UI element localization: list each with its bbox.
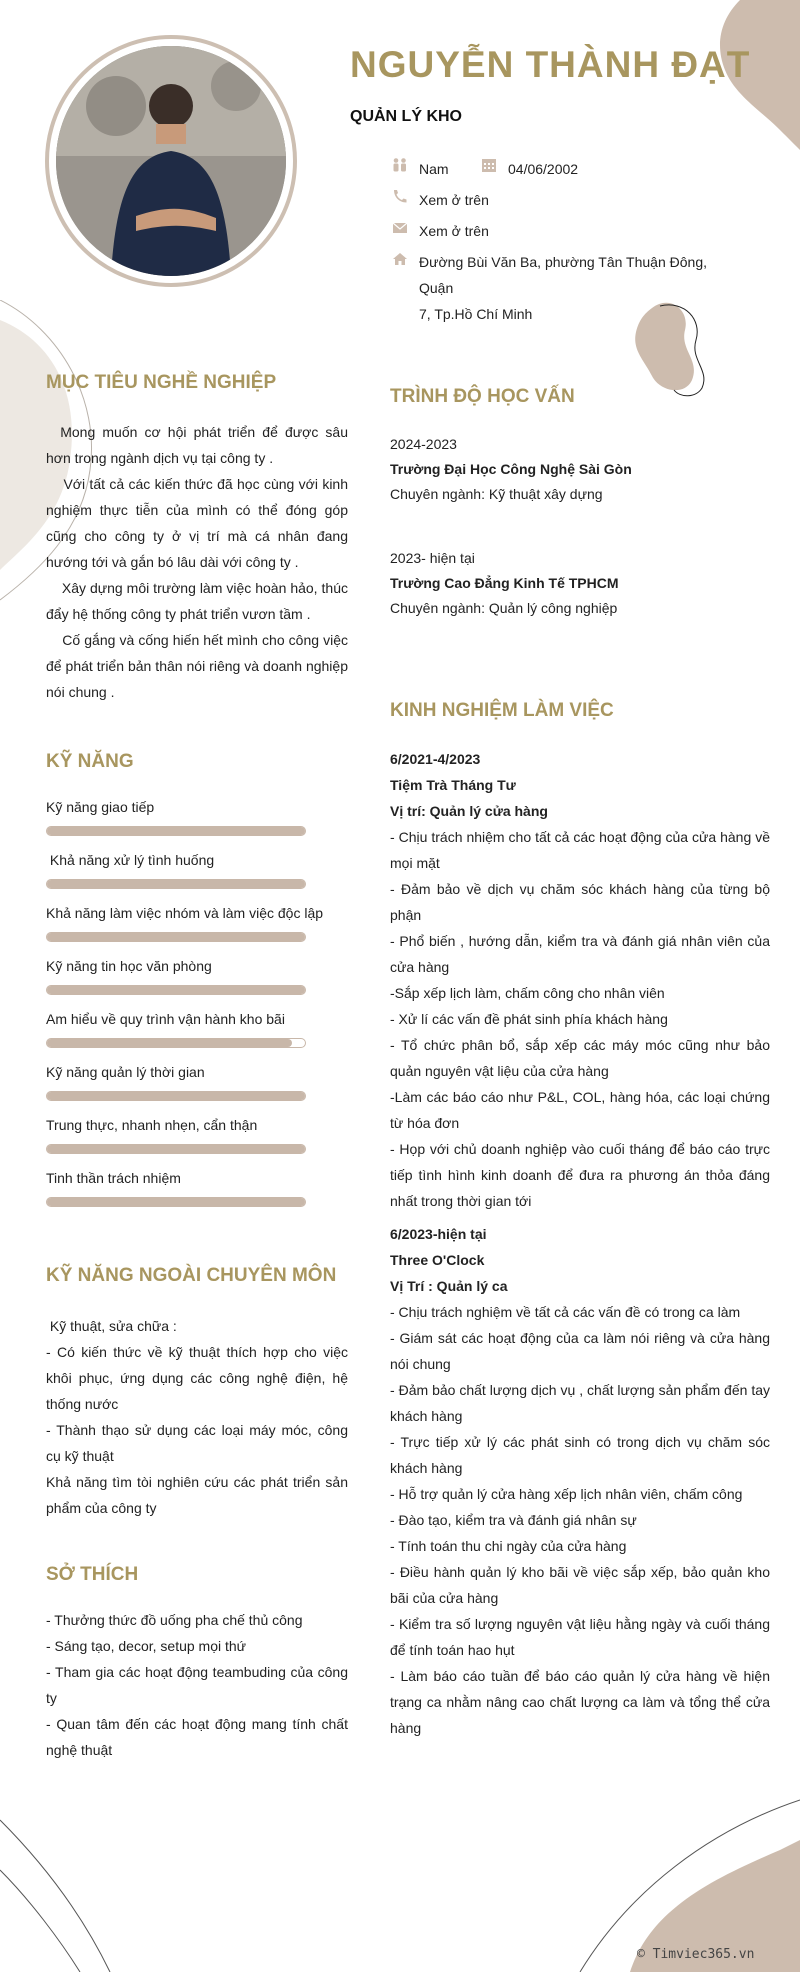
job-duty: - Tổ chức phân bổ, sắp xếp các máy móc cũng như bảo quản nguyên vật liệu của cửa hàng bbox=[390, 1037, 770, 1079]
skill-fill bbox=[47, 933, 305, 941]
skill-fill bbox=[47, 1092, 305, 1100]
job-duty: - Kiểm tra số lượng nguyên vật liệu hằng ngày và cuối tháng để tính toán hao hụt bbox=[390, 1616, 770, 1658]
skill-label: Tinh thần trách nhiệm bbox=[46, 1170, 181, 1186]
skill-bar bbox=[46, 1197, 306, 1207]
objective-paragraph: Cố gắng và cống hiến hết mình cho công việc để phát triển bản thân nói riêng và doanh nghiệp nói chung . bbox=[46, 632, 352, 700]
skills-title: KỸ NĂNG bbox=[46, 751, 134, 772]
skill-bar bbox=[46, 932, 306, 942]
job-duty: - Làm báo cáo tuần để báo cáo quản lý cửa hàng về hiện trạng ca nhằm nâng cao chất lượng ca làm và tổng thể cửa hàng bbox=[390, 1668, 770, 1736]
email-icon bbox=[392, 221, 408, 235]
gender-icon bbox=[392, 158, 408, 172]
experience-job bbox=[390, 746, 770, 1214]
job-duty: - Tính toán thu chi ngày của cửa hàng bbox=[390, 1538, 627, 1554]
skill-bar bbox=[46, 985, 306, 995]
objective-title: MỤC TIÊU NGHỀ NGHIỆP bbox=[46, 372, 277, 393]
skill-bar bbox=[46, 1144, 306, 1154]
objective-paragraph: Xây dựng môi trường làm việc hoàn hảo, thúc đẩy hệ thống công ty phát triển vươn tầm . bbox=[46, 580, 352, 622]
skill-label: Kỹ năng quản lý thời gian bbox=[46, 1064, 205, 1080]
extra-skill-line: - Có kiến thức về kỹ thuật thích hợp cho việc khôi phục, ứng dụng các công nghệ điện, hệ thống nước bbox=[46, 1344, 348, 1412]
birthdate-value: 04/06/2002 bbox=[508, 161, 579, 177]
job-duty: - Đảm bảo chất lượng dịch vụ , chất lượng sản phẩm đến tay khách hàng bbox=[390, 1382, 770, 1424]
skill-label: Kỹ năng giao tiếp bbox=[46, 799, 155, 815]
avatar bbox=[56, 46, 286, 276]
job-duty: - Chịu trách nhiệm cho tất cả các hoạt động của cửa hàng về mọi mặt bbox=[390, 829, 770, 871]
skill-bar bbox=[46, 879, 306, 889]
job-duty: - Xử lí các vấn đề phát sinh phía khách hàng bbox=[390, 1011, 668, 1027]
address-line-2: 7, Tp.Hồ Chí Minh bbox=[419, 306, 533, 322]
education-period: 2023- hiện tại bbox=[390, 550, 475, 566]
skill-label: Khả năng xử lý tình huống bbox=[46, 852, 215, 868]
skill-fill bbox=[47, 880, 305, 888]
job-duty: - Điều hành quản lý kho bãi về việc sắp xếp, bảo quản kho bãi của cửa hàng bbox=[390, 1564, 770, 1606]
skill-bar bbox=[46, 1038, 306, 1048]
gender-value: Nam bbox=[419, 161, 449, 177]
watermark: © Timviec365.vn bbox=[637, 1947, 755, 1962]
education-school: Trường Đại Học Công Nghệ Sài Gòn bbox=[390, 461, 632, 477]
hobbies-title: SỞ THÍCH bbox=[46, 1564, 139, 1585]
extra-skills-title: KỸ NĂNG NGOÀI CHUYÊN MÔN bbox=[46, 1265, 337, 1286]
skill-fill bbox=[47, 1198, 305, 1206]
objective-paragraph: Mong muốn cơ hội phát triển để được sâu hơn trong ngành dịch vụ tại công ty . bbox=[46, 424, 356, 466]
calendar-icon bbox=[481, 158, 497, 172]
education-major: Chuyên ngành: Quản lý công nghiệp bbox=[390, 600, 618, 616]
job-duty: -Làm các báo cáo như P&L, COL, hàng hóa, các loại chứng từ hóa đơn bbox=[390, 1089, 770, 1131]
extra-skill-line: - Thành thạo sử dụng các loại máy móc, công cụ kỹ thuật bbox=[46, 1422, 348, 1464]
education-period: 2024-2023 bbox=[390, 436, 457, 452]
job-duty: - Đảm bảo về dịch vụ chăm sóc khách hàng của từng bộ phận bbox=[390, 881, 770, 923]
objective-text bbox=[46, 419, 356, 705]
job-company: Tiệm Trà Tháng Tư bbox=[390, 777, 516, 793]
job-duty: - Phổ biến , hướng dẫn, kiểm tra và đánh giá nhân viên của cửa hàng bbox=[390, 933, 770, 975]
skill-fill bbox=[47, 1039, 292, 1047]
hobby-line: - Quan tâm đến các hoạt động mang tính chất nghệ thuật bbox=[46, 1716, 348, 1758]
phone-value: Xem ở trên bbox=[419, 192, 489, 208]
job-duty: -Sắp xếp lịch làm, chấm công cho nhân viên bbox=[390, 985, 665, 1001]
address-value bbox=[419, 249, 739, 327]
email-value: Xem ở trên bbox=[419, 223, 489, 239]
experience-job bbox=[390, 1221, 770, 1741]
job-duty: - Chịu trách nghiệm về tất cả các vấn đề có trong ca làm bbox=[390, 1304, 741, 1320]
skill-label: Khả năng làm việc nhóm và làm việc độc lập bbox=[46, 905, 324, 921]
skill-label: Trung thực, nhanh nhẹn, cẩn thận bbox=[46, 1117, 258, 1133]
skill-fill bbox=[47, 827, 305, 835]
objective-paragraph: Với tất cả các kiến thức đã học cùng với kinh nghiệm thực tiễn của mình có thể đóng góp cũng cho công ty ở vị trí mà cá nhân đang hướng tới và gắn bó lâu dài với công ty . bbox=[46, 476, 352, 570]
hobby-line: - Tham gia các hoạt động teambuding của công ty bbox=[46, 1664, 348, 1706]
job-company: Three O'Clock bbox=[390, 1252, 485, 1268]
job-position: Vị trí: Quản lý cửa hàng bbox=[390, 803, 548, 819]
education-major: Chuyên ngành: Kỹ thuật xây dựng bbox=[390, 486, 603, 502]
skill-fill bbox=[47, 986, 305, 994]
job-duty: - Họp với chủ doanh nghiệp vào cuối tháng để báo cáo trực tiếp tình hình kinh doanh để đưa ra phương án thỏa đáng nhất trong thời gian tới bbox=[390, 1141, 770, 1209]
job-duty: - Trực tiếp xử lý các phát sinh có trong dịch vụ chăm sóc khách hàng bbox=[390, 1434, 770, 1476]
home-icon bbox=[392, 252, 408, 266]
extra-skill-line: Kỹ thuật, sửa chữa : bbox=[46, 1318, 177, 1334]
job-duty: - Hỗ trợ quản lý cửa hàng xếp lịch nhân viên, chấm công bbox=[390, 1486, 743, 1502]
phone-icon bbox=[392, 189, 408, 203]
skill-bar bbox=[46, 826, 306, 836]
job-duty: - Giám sát các hoạt động của ca làm nói riêng và cửa hàng nói chung bbox=[390, 1330, 770, 1372]
skill-fill bbox=[47, 1145, 305, 1153]
job-duty: - Đào tạo, kiểm tra và đánh giá nhân sự bbox=[390, 1512, 637, 1528]
skill-label: Am hiểu về quy trình vận hành kho bãi bbox=[46, 1011, 285, 1027]
experience-title: KINH NGHIỆM LÀM VIỆC bbox=[390, 700, 614, 721]
job-period: 6/2023-hiện tại bbox=[390, 1226, 487, 1242]
job-position: Vị Trí : Quản lý ca bbox=[390, 1278, 508, 1294]
candidate-name: NGUYỄN THÀNH ĐẠT bbox=[350, 44, 751, 85]
address-line-1: Đường Bùi Văn Ba, phường Tân Thuận Đông, Quận bbox=[419, 254, 707, 296]
hobbies-list bbox=[46, 1607, 348, 1763]
education-school: Trường Cao Đẳng Kinh Tế TPHCM bbox=[390, 575, 619, 591]
extra-skill-line: Khả năng tìm tòi nghiên cứu các phát triển sản phẩm của công ty bbox=[46, 1474, 348, 1516]
education-title: TRÌNH ĐỘ HỌC VẤN bbox=[390, 386, 575, 407]
bottom-left-decoration bbox=[0, 1790, 160, 1972]
extra-skills-list bbox=[46, 1313, 348, 1521]
hobby-line: - Sáng tạo, decor, setup mọi thứ bbox=[46, 1638, 247, 1654]
skill-bar bbox=[46, 1091, 306, 1101]
skill-label: Kỹ năng tin học văn phòng bbox=[46, 958, 212, 974]
bottom-right-decoration bbox=[560, 1790, 800, 1972]
hobby-line: - Thưởng thức đồ uống pha chế thủ công bbox=[46, 1612, 303, 1628]
job-period: 6/2021-4/2023 bbox=[390, 751, 481, 767]
job-title: QUẢN LÝ KHO bbox=[350, 108, 462, 125]
